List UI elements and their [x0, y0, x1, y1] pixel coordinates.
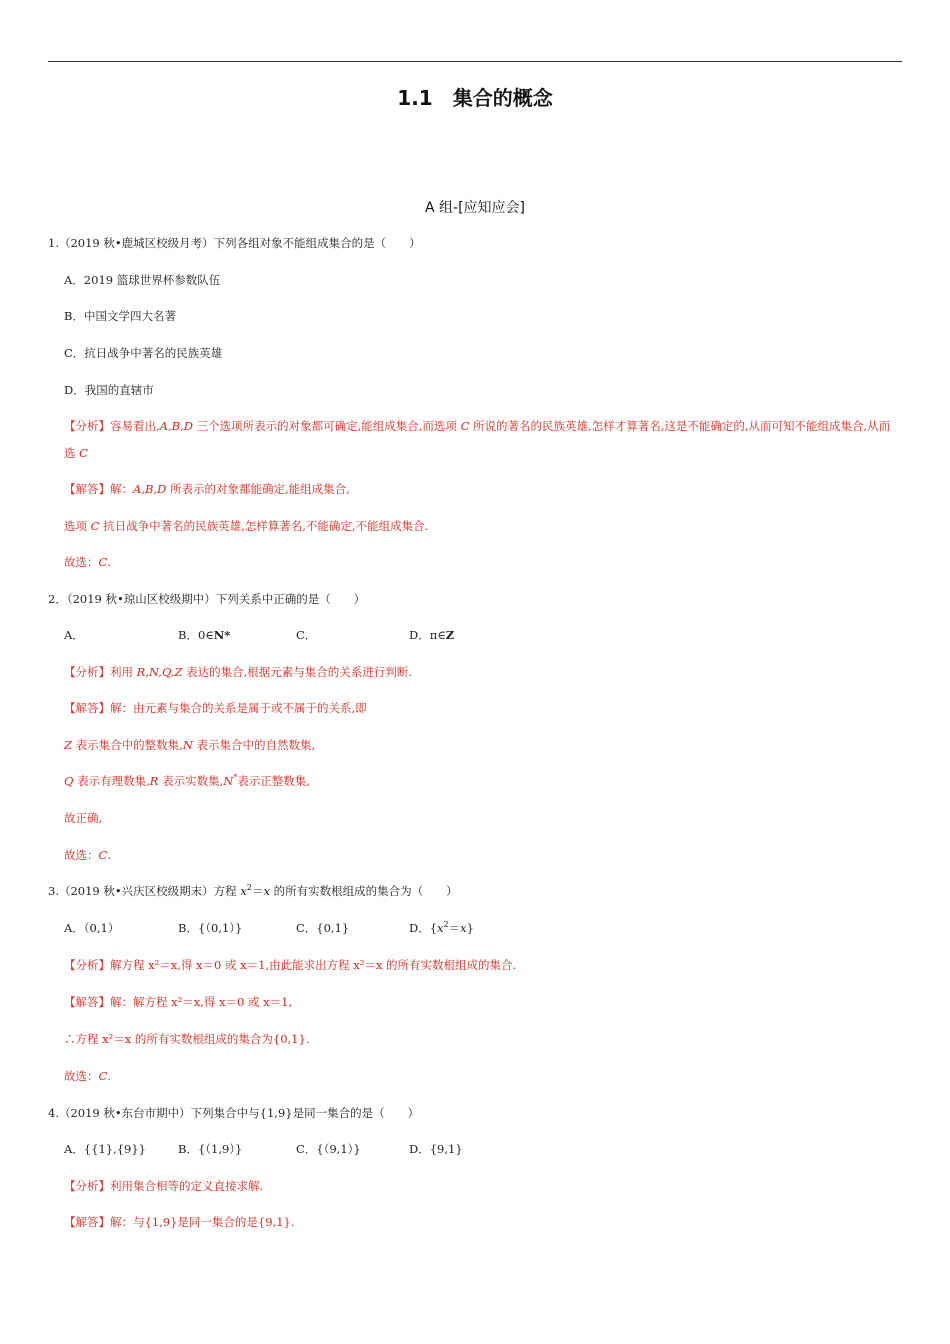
answer-tag: 【解答】 — [64, 701, 110, 715]
q3-option-d — [409, 919, 474, 937]
analysis-text: 表达的集合,根据元素与集合的关系进行判断. — [182, 665, 412, 679]
q1-answer-line-2 — [64, 517, 428, 535]
final-text: . — [107, 555, 111, 569]
q4-answer — [64, 1213, 295, 1231]
answer-text: 表示正整数集, — [237, 774, 310, 788]
q3-answer-line-2: ∴方程 x²＝x 的所有实数根组成的集合为{0,1}. — [64, 1032, 310, 1046]
set-symbol: Z — [445, 628, 455, 642]
superscript: 2 — [443, 920, 449, 930]
superscript: * — [233, 773, 238, 783]
q3-option-b: B．{（0,1）} — [178, 921, 243, 935]
q4-analysis — [64, 1177, 263, 1195]
analysis-text: 利用 — [110, 665, 137, 679]
q2-answer-line-4: 故正确, — [64, 811, 103, 825]
q3-stem — [48, 882, 458, 900]
analysis-text: 三个选项所表示的对象都可确定,能组成集合,而选项 — [192, 419, 461, 433]
math-var: Q — [64, 774, 74, 788]
q3-final-answer — [64, 1067, 111, 1085]
q4-option-d: D．{9,1} — [409, 1142, 463, 1156]
analysis-text: 解方程 x²＝x,得 x＝0 或 x＝1,由此能求出方程 x²＝x 的所有实数根组成的集合. — [110, 958, 517, 972]
q1-analysis — [64, 417, 890, 435]
math-var: C — [98, 848, 108, 862]
final-text: . — [107, 1069, 111, 1083]
analysis-tag: 【分析】 — [64, 419, 110, 433]
math-var: R,N,Q,Z — [136, 665, 183, 679]
math-var: N — [223, 774, 234, 788]
stem-text: ＝ — [251, 884, 264, 898]
q2-analysis — [64, 663, 412, 681]
q2-option-c: C． — [296, 628, 317, 642]
final-text: . — [107, 848, 111, 862]
answer-text: 解：由元素与集合的关系是属于或不属于的关系,即 — [110, 701, 367, 715]
math-var: x — [437, 921, 444, 935]
option-text: ＝ — [448, 921, 461, 935]
q2-answer-line-3 — [64, 772, 310, 790]
math-var: C — [79, 446, 88, 460]
math-var: A,B,D — [159, 419, 193, 433]
q4-option-a: A．{{1},{9}} — [64, 1142, 146, 1156]
q1-option-b: B．中国文学四大名著 — [64, 309, 176, 323]
answer-text: 选项 — [64, 519, 91, 533]
q1-option-a: A．2019 篮球世界杯参数队伍 — [64, 273, 221, 287]
answer-text: 解： — [110, 482, 133, 496]
analysis-text: 选 — [64, 446, 80, 460]
answer-text: 表示集合中的自然数集, — [192, 738, 316, 752]
page-title: 1.1 集合的概念 — [397, 86, 553, 110]
q1-answer — [64, 480, 350, 498]
answer-text: 所表示的对象都能确定,能组成集合, — [166, 482, 350, 496]
q2-answer-line-2 — [64, 736, 315, 754]
final-text: 故选： — [64, 848, 99, 862]
superscript: 2 — [246, 883, 252, 893]
q3-option-a: A．（0,1） — [64, 921, 120, 935]
math-var: C — [460, 419, 470, 433]
answer-tag: 【解答】 — [64, 995, 110, 1009]
analysis-tag: 【分析】 — [64, 958, 110, 972]
answer-tag: 【解答】 — [64, 1215, 110, 1229]
q1-stem: 1.（2019 秋•鹿城区校级月考）下列各组对象不能组成集合的是（ ） — [48, 236, 421, 250]
q3-option-c: C．{0,1} — [296, 921, 350, 935]
q3-analysis — [64, 956, 516, 974]
analysis-text: 利用集合相等的定义直接求解. — [110, 1179, 264, 1193]
q1-analysis-cont — [64, 444, 88, 462]
q2-final-answer — [64, 846, 111, 864]
option-text: D．π∈ — [409, 628, 446, 642]
math-var: R — [149, 774, 159, 788]
analysis-tag: 【分析】 — [64, 665, 110, 679]
math-var: x — [240, 884, 247, 898]
answer-text: 抗日战争中著名的民族英雄,怎样算著名,不能确定,不能组成集合. — [99, 519, 429, 533]
option-text: B．0∈ — [178, 628, 214, 642]
analysis-text: 所说的著名的民族英雄,怎样才算著名,这是不能确定的,从而可知不能组成集合,从而 — [469, 419, 891, 433]
q4-stem: 4.（2019 秋•东台市期中）下列集合中与{1,9}是同一集合的是（ ） — [48, 1106, 420, 1120]
answer-text: 表示有理数集, — [73, 774, 150, 788]
q2-option-b — [178, 626, 230, 644]
q1-final-answer — [64, 553, 111, 571]
answer-text: 表示集合中的整数集, — [72, 738, 183, 752]
q2-option-d — [409, 626, 454, 644]
answer-tag: 【解答】 — [64, 482, 110, 496]
answer-text: 解：与{1,9}是同一集合的是{9,1}. — [110, 1215, 295, 1229]
q2-answer — [64, 699, 367, 717]
header-rule — [48, 61, 902, 62]
q3-answer — [64, 993, 292, 1011]
final-text: 故选： — [64, 1069, 99, 1083]
q4-option-c: C．{（9,1）} — [296, 1142, 361, 1156]
stem-text: 3.（2019 秋•兴庆区校级期末）方程 — [48, 884, 241, 898]
q4-option-b: B．{（1,9）} — [178, 1142, 243, 1156]
set-symbol: N* — [213, 628, 231, 642]
q2-stem: 2．（2019 秋•琼山区校级期中）下列关系中正确的是（ ） — [48, 592, 366, 606]
math-var: x — [263, 884, 270, 898]
math-var: x — [460, 921, 467, 935]
analysis-tag: 【分析】 — [64, 1179, 110, 1193]
q1-option-d: D．我国的直辖市 — [64, 383, 154, 397]
math-var: N — [182, 738, 193, 752]
math-var: A,B,D — [133, 482, 167, 496]
q1-option-c: C．抗日战争中著名的民族英雄 — [64, 346, 223, 360]
analysis-text: 容易看出, — [110, 419, 160, 433]
math-var: C — [90, 519, 100, 533]
q2-option-a: A． — [64, 628, 84, 642]
group-label: A 组-[应知应会] — [424, 200, 525, 216]
option-text: D．{ — [409, 921, 438, 935]
answer-text: 解：解方程 x²＝x,得 x＝0 或 x＝1, — [110, 995, 293, 1009]
answer-text: 表示实数集, — [158, 774, 224, 788]
stem-text: 的所有实数根组成的集合为（ ） — [269, 884, 458, 898]
option-text: } — [466, 921, 474, 935]
math-var: C — [98, 555, 108, 569]
final-text: 故选： — [64, 555, 99, 569]
math-var: Z — [64, 738, 72, 752]
math-var: C — [98, 1069, 108, 1083]
